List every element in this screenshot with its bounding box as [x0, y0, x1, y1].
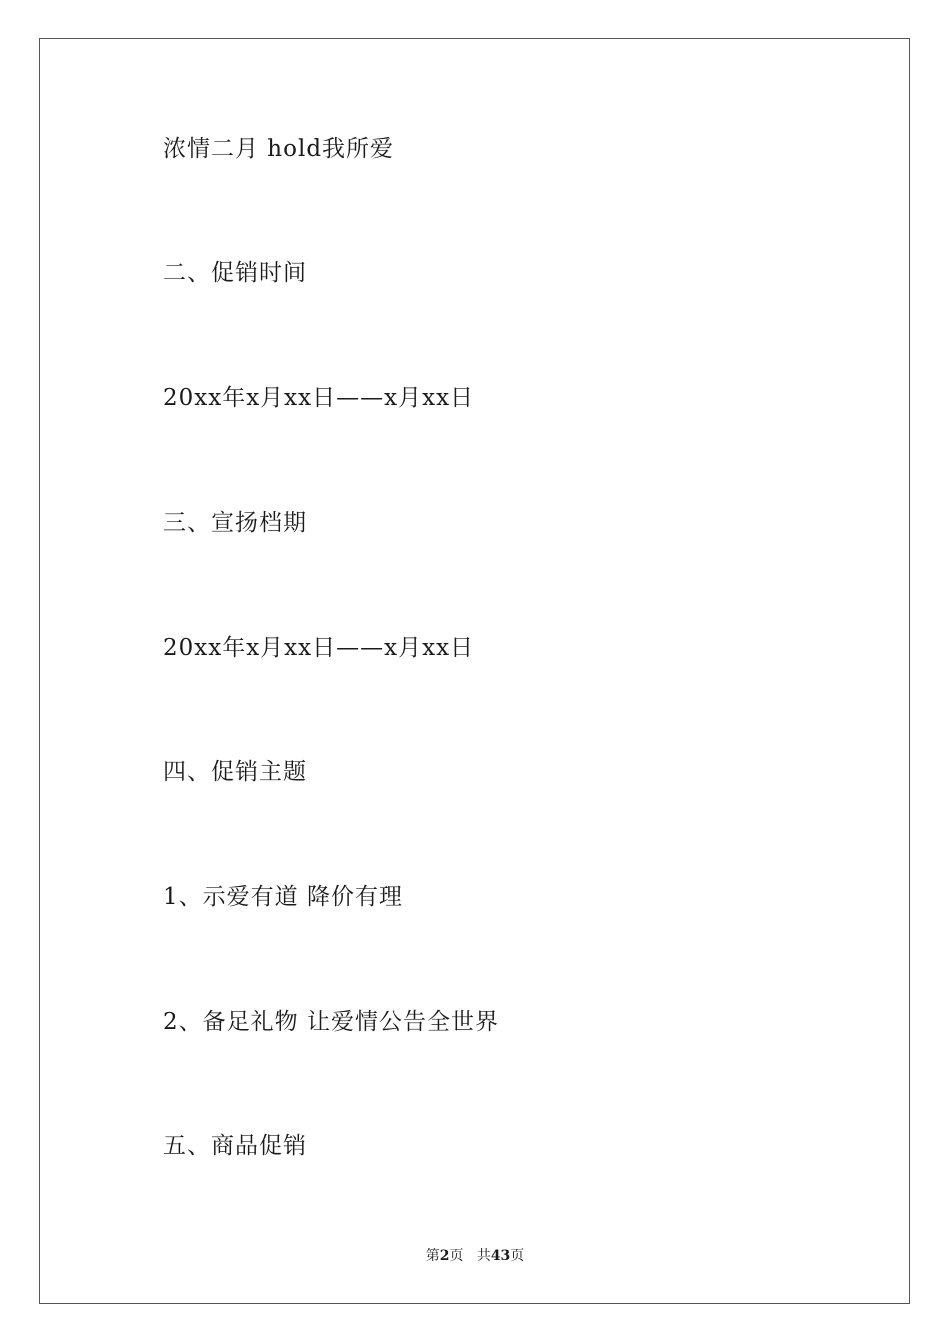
footer-total-prefix: 共: [476, 1248, 491, 1264]
text-line-publicity-dates: 20xx年x月xx日——x月xx日: [163, 635, 475, 661]
section-heading-publicity-period: 三、宣扬档期: [163, 510, 307, 536]
text-line-theme-1: 1、示爱有道 降价有理: [163, 884, 403, 910]
section-heading-product-promo: 五、商品促销: [163, 1133, 307, 1159]
footer-total-pages: 43: [490, 1248, 511, 1264]
text-line-1: 浓情二月 hold我所爱: [163, 136, 395, 162]
text-line-promo-dates: 20xx年x月xx日——x月xx日: [163, 385, 475, 411]
section-heading-promo-time: 二、促销时间: [163, 260, 307, 286]
footer-page-suffix: 页: [449, 1248, 464, 1264]
page-footer: [0, 1247, 950, 1265]
footer-page-number: 2: [439, 1248, 450, 1264]
footer-total-suffix: 页: [510, 1248, 525, 1264]
footer-page-prefix: 第: [425, 1248, 440, 1264]
text-line-theme-2: 2、备足礼物 让爱情公告全世界: [163, 1009, 499, 1035]
section-heading-promo-theme: 四、促销主题: [163, 759, 307, 785]
page-frame: [39, 38, 910, 1304]
